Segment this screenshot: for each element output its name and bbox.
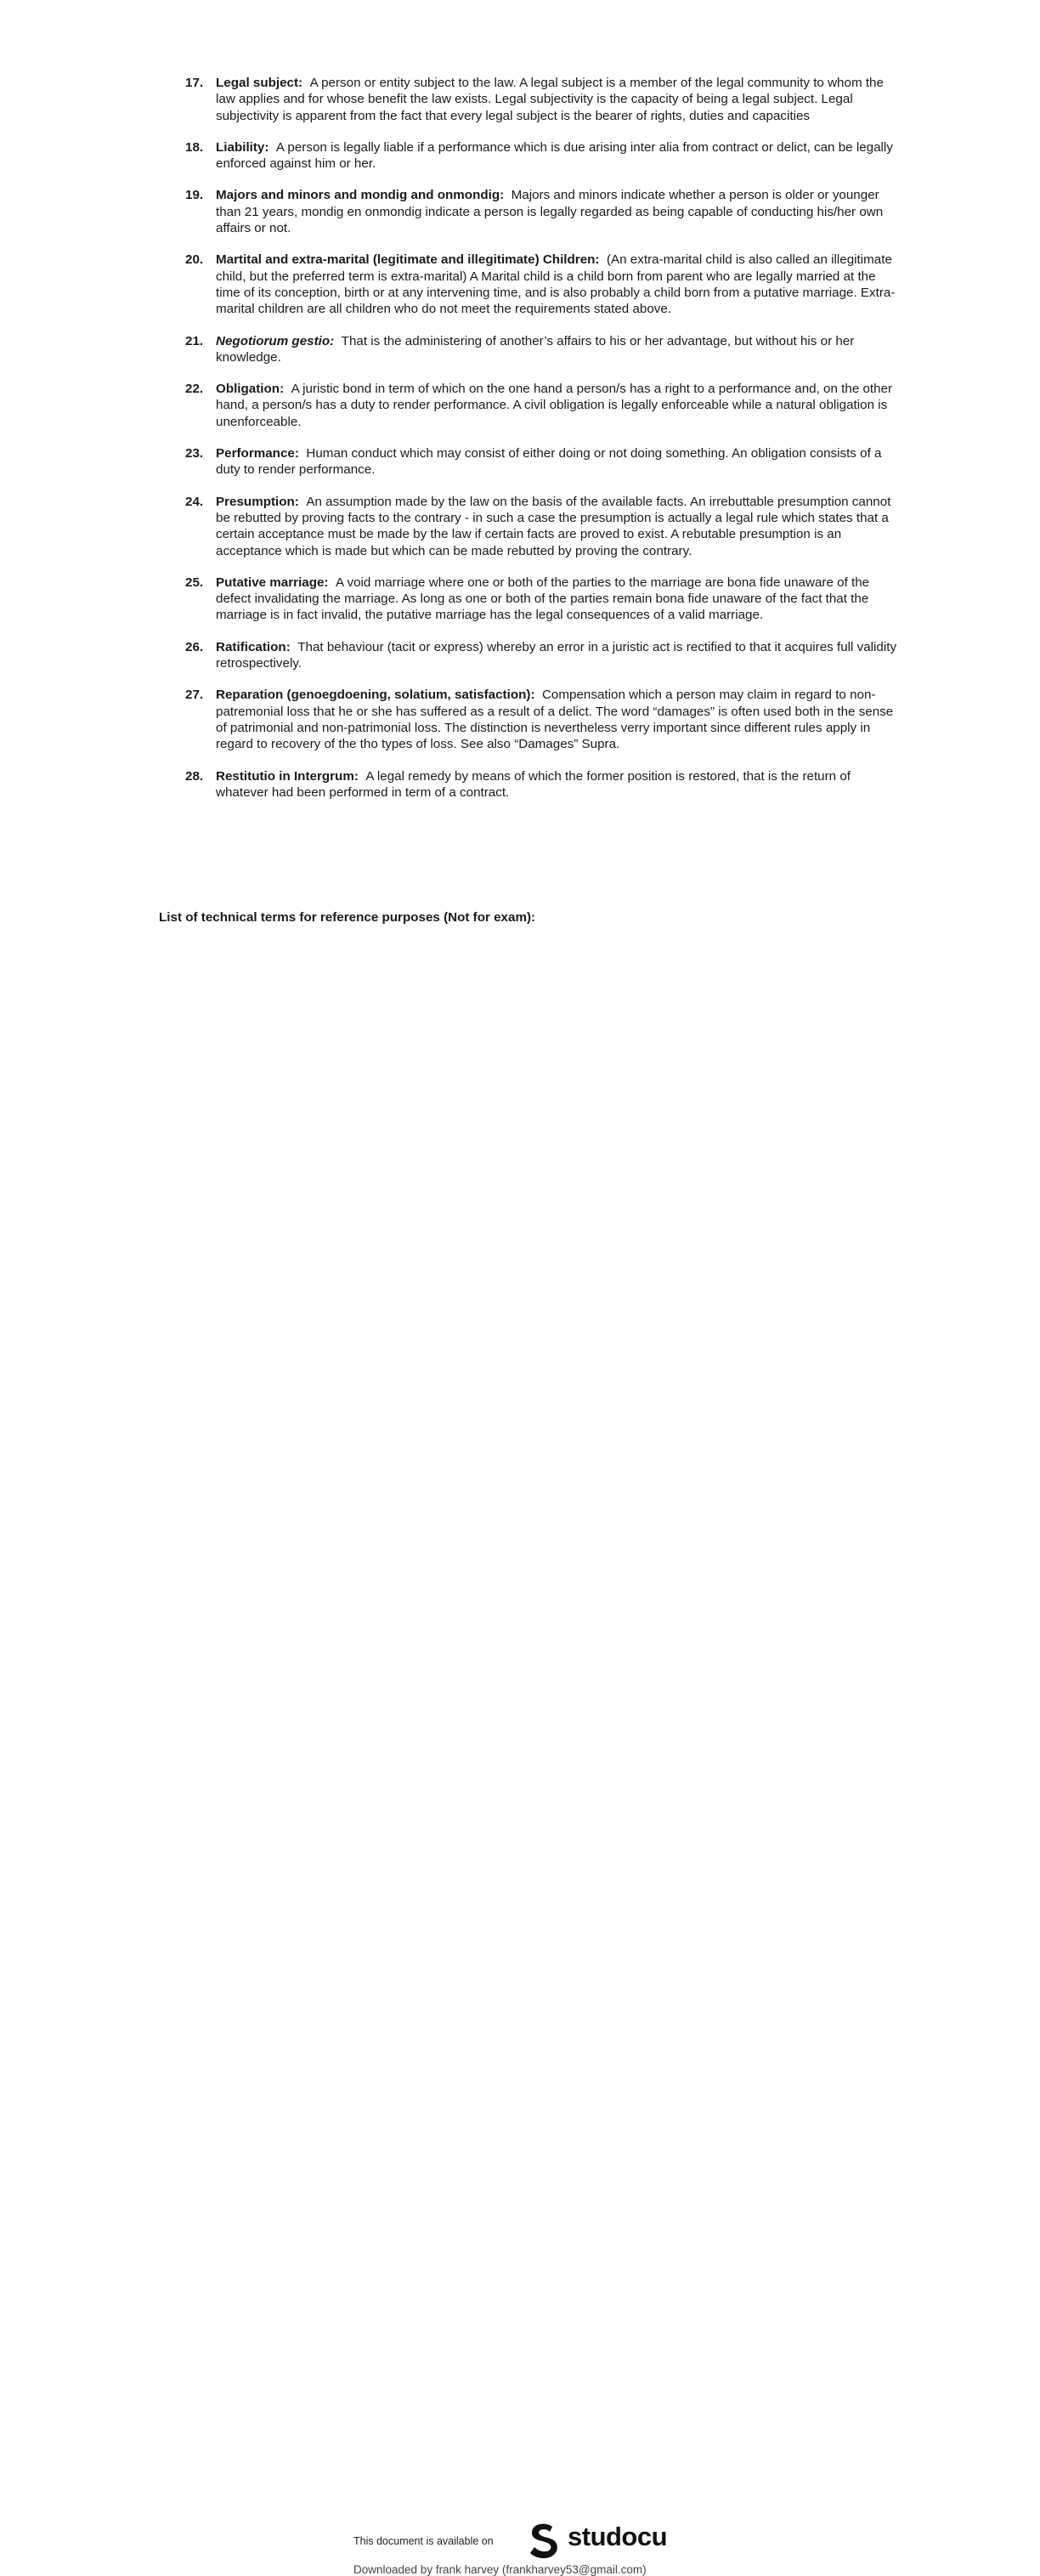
- studocu-brand: studocu: [568, 2522, 668, 2551]
- term-item: [185, 139, 899, 173]
- term-item: [185, 768, 899, 801]
- term-number: 28.: [185, 768, 204, 784]
- term-item: [185, 639, 899, 672]
- term-item: [185, 333, 899, 366]
- term-item: [185, 687, 899, 752]
- term-item: [185, 575, 899, 624]
- term-number: 22.: [185, 382, 204, 397]
- term-definition: Compensation which a person may claim in regard to non-patremonial loss that he or she has suffered as a result of a delict. The word “damages” is often used both in the sense of patrimonial and non-patrimonial loss. The distinction is nevertheless verry important since different rules apply in regard to recovery of the tho types of loss. See also “Damages” Supra.: [216, 688, 894, 752]
- term-number: 19.: [185, 188, 204, 203]
- term-definition: That behaviour (tacit or express) whereby an error in a juristic act is rectified to that it acquires full validity retrospectively.: [216, 639, 897, 671]
- term-number: 20.: [185, 252, 204, 268]
- term-item: [185, 75, 899, 124]
- term-item: [185, 187, 899, 236]
- term-definition: An assumption made by the law on the basis of the available facts. An irrebuttable presumption cannot be rebutted by proving facts to the contrary - in such a case the presumption is actually a legal rule which states that a certain acceptance must be made by the law if certain facts are proved to exist. A rebutable presumption is an acceptance which is made but which can be made rebutted by proving the contrary.: [216, 494, 891, 558]
- term-item: [185, 494, 899, 559]
- term-title: Restitutio in Intergrum:: [216, 768, 359, 784]
- term-definition: (An extra-marital child is also called an illegitimate child, but the preferred term is extra-marital) A Marital child is a child born from parent who are legally married at the time of its conception, birth or at any intervening time, and is also probably a child born from a putative marriage. Extra-marital children are all children who do not meet the requirements stated above.: [216, 252, 896, 317]
- term-definition: Human conduct which may consist of either doing or not doing something. An obligation consists of a duty to render performance.: [216, 446, 882, 478]
- term-title: Legal subject:: [216, 76, 303, 90]
- term-number: 25.: [185, 575, 204, 590]
- term-number: 23.: [185, 446, 204, 461]
- term-item: [185, 445, 899, 478]
- term-title: Negotiorum gestio:: [216, 333, 335, 348]
- term-title: Reparation (genoegdoening, solatium, satisfaction):: [216, 688, 535, 703]
- term-title: Ratification:: [216, 639, 291, 654]
- available-on-text: This document is available on: [353, 2535, 494, 2547]
- terms-list: [185, 75, 899, 816]
- term-definition: A void marriage where one or both of the parties to the marriage are bona fide unaware of the defect invalidating the marriage. As long as one or both of the parties remain bona fide unaware of the fact that the marriage is in fact invalid, the putative marriage has the legal consequences of a valid marriage.: [216, 575, 870, 623]
- term-number: 27.: [185, 688, 204, 703]
- footer: [0, 1258, 1040, 2576]
- term-title: Liability:: [216, 139, 269, 155]
- term-definition: A legal remedy by means of which the former position is restored, that is the return of whatever had been performed in term of a contract.: [216, 768, 851, 800]
- term-number: 24.: [185, 494, 204, 509]
- term-item: [185, 252, 899, 317]
- term-definition: A person or entity subject to the law. A legal subject is a member of the legal community to whom the law applies and for whose benefit the law exists. Legal subjectivity is the capacity of being a legal subject. Legal subjectivity is apparent from the fact that every legal subject is the bearer of rights, duties and capacities: [216, 76, 884, 123]
- term-definition: A person is legally liable if a performance which is due arising inter alia from contract or delict, can be legally enforced against him or her.: [216, 139, 893, 172]
- downloaded-by-text: Downloaded by frank harvey (frankharvey53@gmail.com): [353, 2563, 647, 2576]
- studocu-logo-icon: [527, 2522, 562, 2559]
- term-definition: Majors and minors indicate whether a person is older or younger than 21 years, mondig en onmondig indicate a person is legally regarded as being capable of conducting his/her own affairs or not.: [216, 188, 884, 236]
- term-item: [185, 381, 899, 430]
- term-number: 17.: [185, 76, 204, 90]
- term-title: Majors and minors and mondig and onmondig:: [216, 188, 505, 203]
- term-title: Performance:: [216, 446, 299, 461]
- term-title: Martital and extra-marital (legitimate and illegitimate) Children:: [216, 252, 600, 268]
- term-title: Putative marriage:: [216, 575, 329, 590]
- term-number: 26.: [185, 639, 204, 654]
- term-number: 18.: [185, 139, 204, 155]
- studocu-logo[interactable]: [527, 2522, 680, 2559]
- term-title: Presumption:: [216, 494, 299, 509]
- term-number: 21.: [185, 333, 204, 348]
- term-title: Obligation:: [216, 382, 285, 397]
- term-definition: That is the administering of another’s affairs to his or her advantage, but without his or her knowledge.: [216, 333, 855, 365]
- list-heading: List of technical terms for reference purposes (Not for exam):: [159, 910, 536, 925]
- term-definition: A juristic bond in term of which on the one hand a person/s has a right to a performance and, on the other hand, a person/s has a duty to render performance. A civil obligation is legally enforceable while a natural obligation is unenforceable.: [216, 382, 893, 429]
